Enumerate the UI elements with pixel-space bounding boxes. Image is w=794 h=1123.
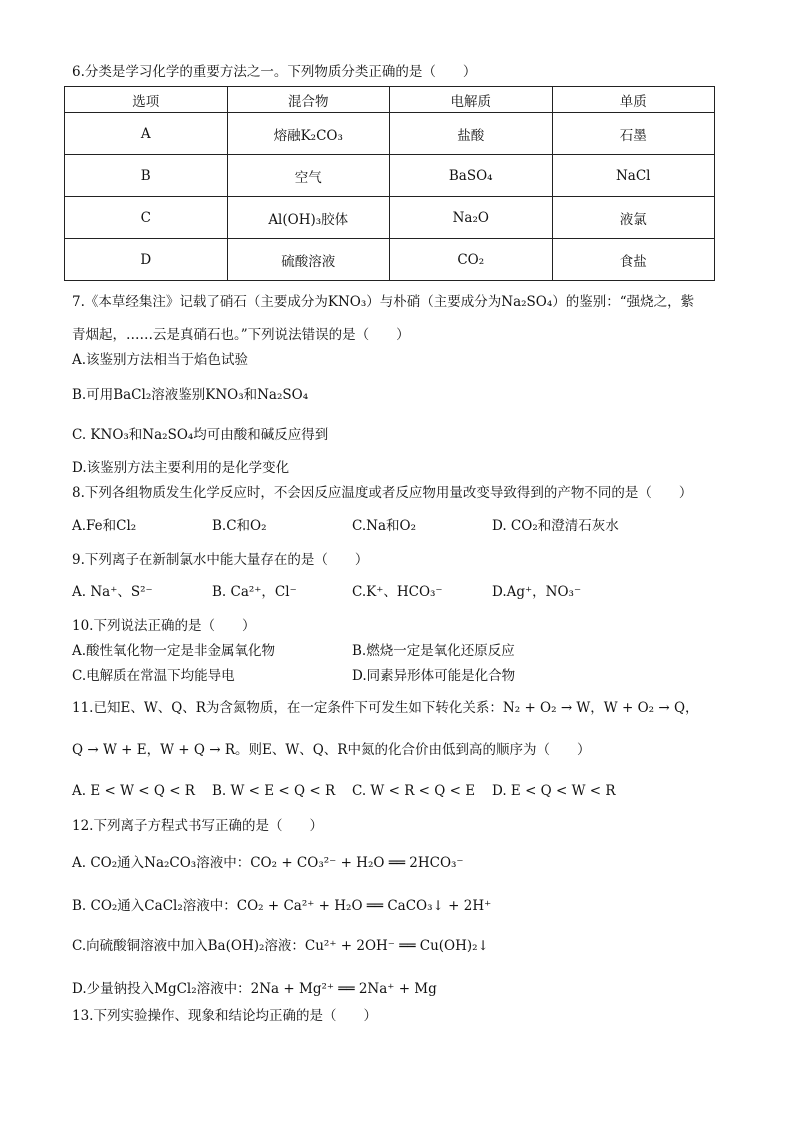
question-11-stem-line1: 11.已知E、W、Q、R为含氮物质，在一定条件下可发生如下转化关系：N₂ + O₂ → W，W + O₂ → Q， — [72, 700, 699, 716]
table-cell: 空气 — [227, 155, 390, 197]
question-11-option-c: C. W < R < Q < E — [352, 783, 476, 799]
question-10-option-a: A.酸性氧化物一定是非金属氧化物 — [72, 643, 276, 659]
table-row — [65, 197, 715, 239]
question-11-option-d: D. E < Q < W < R — [492, 783, 616, 799]
question-10-option-b: B.燃烧一定是氧化还原反应 — [352, 643, 515, 659]
table-row — [65, 155, 715, 197]
question-8-option-a: A.Fe和Cl₂ — [72, 518, 137, 534]
question-7-stem-line1: 7.《本草经集注》记载了硝石（主要成分为KNO₃）与朴硝（主要成分为Na₂SO₄）的鉴别：“强烧之，紫 — [72, 294, 695, 310]
question-7-option-c: C. KNO₃和Na₂SO₄均可由酸和碱反应得到 — [72, 427, 329, 443]
question-12-option-c: C.向硫酸铜溶液中加入Ba(OH)₂溶液：Cu²⁺ + 2OH⁻ ══ Cu(OH)₂↓ — [72, 938, 489, 954]
question-8-option-c: C.Na和O₂ — [352, 518, 416, 534]
table-cell: 食盐 — [552, 239, 715, 281]
question-12-stem: 12.下列离子方程式书写正确的是（ ） — [72, 818, 323, 834]
table-cell: CO₂ — [390, 239, 553, 281]
question-10-option-c: C.电解质在常温下均能导电 — [72, 668, 235, 684]
question-9-option-d: D.Ag⁺，NO₃⁻ — [492, 584, 582, 600]
question-9-option-a: A. Na⁺、S²⁻ — [72, 584, 153, 600]
question-10-option-d: D.同素异形体可能是化合物 — [352, 668, 516, 684]
header-mixture: 混合物 — [227, 87, 390, 113]
table-row — [65, 113, 715, 155]
question-9-option-c: C.K⁺、HCO₃⁻ — [352, 584, 443, 600]
question-6-stem: 6.分类是学习化学的重要方法之一。下列物质分类正确的是（ ） — [72, 64, 477, 80]
question-10-stem: 10.下列说法正确的是（ ） — [72, 618, 256, 634]
table-header-row — [65, 87, 715, 113]
table-cell: 石墨 — [552, 113, 715, 155]
question-7-option-b: B.可用BaCl₂溶液鉴别KNO₃和Na₂SO₄ — [72, 387, 309, 403]
table-cell: BaSO₄ — [390, 155, 553, 197]
question-7-option-d: D.该鉴别方法主要利用的是化学变化 — [72, 460, 290, 476]
question-12-option-d: D.少量钠投入MgCl₂溶液中：2Na + Mg²⁺ ══ 2Na⁺ + Mg — [72, 981, 437, 997]
classification-table — [64, 86, 715, 281]
question-8-option-b: B.C和O₂ — [212, 518, 267, 534]
table-cell: Al(OH)₃胶体 — [227, 197, 390, 239]
header-electrolyte: 电解质 — [390, 87, 553, 113]
table-cell: NaCl — [552, 155, 715, 197]
question-11-stem-line2: Q → W + E，W + Q → R。则E、W、Q、R中氮的化合价由低到高的顺序为（ ） — [72, 742, 591, 758]
header-element: 单质 — [552, 87, 715, 113]
question-7-stem-line2: 青烟起，……云是真硝石也。”下列说法错误的是（ ） — [72, 327, 410, 343]
table-cell: 熔融K₂CO₃ — [227, 113, 390, 155]
table-cell: 液氯 — [552, 197, 715, 239]
table-row — [65, 239, 715, 281]
question-8-option-d: D. CO₂和澄清石灰水 — [492, 518, 619, 534]
question-9-option-b: B. Ca²⁺，Cl⁻ — [212, 584, 297, 600]
header-option: 选项 — [65, 87, 228, 113]
question-11-option-a: A. E < W < Q < R — [72, 783, 195, 799]
table-cell: A — [65, 113, 228, 155]
table-cell: C — [65, 197, 228, 239]
question-9-stem: 9.下列离子在新制氯水中能大量存在的是（ ） — [72, 552, 369, 568]
table-cell: Na₂O — [390, 197, 553, 239]
table-cell: 硫酸溶液 — [227, 239, 390, 281]
question-11-option-b: B. W < E < Q < R — [212, 783, 336, 799]
table-cell: B — [65, 155, 228, 197]
table-cell: D — [65, 239, 228, 281]
question-7-option-a: A.该鉴别方法相当于焰色试验 — [72, 352, 249, 368]
table-cell: 盐酸 — [390, 113, 553, 155]
question-8-stem: 8.下列各组物质发生化学反应时，不会因反应温度或者反应物用量改变导致得到的产物不同的是（ ） — [72, 485, 693, 501]
question-12-option-a: A. CO₂通入Na₂CO₃溶液中：CO₂ + CO₃²⁻ + H₂O ══ 2HCO₃⁻ — [72, 855, 464, 871]
question-13-stem: 13.下列实验操作、现象和结论均正确的是（ ） — [72, 1008, 377, 1024]
question-12-option-b: B. CO₂通入CaCl₂溶液中：CO₂ + Ca²⁺ + H₂O ══ CaCO₃↓ + 2H⁺ — [72, 898, 492, 914]
